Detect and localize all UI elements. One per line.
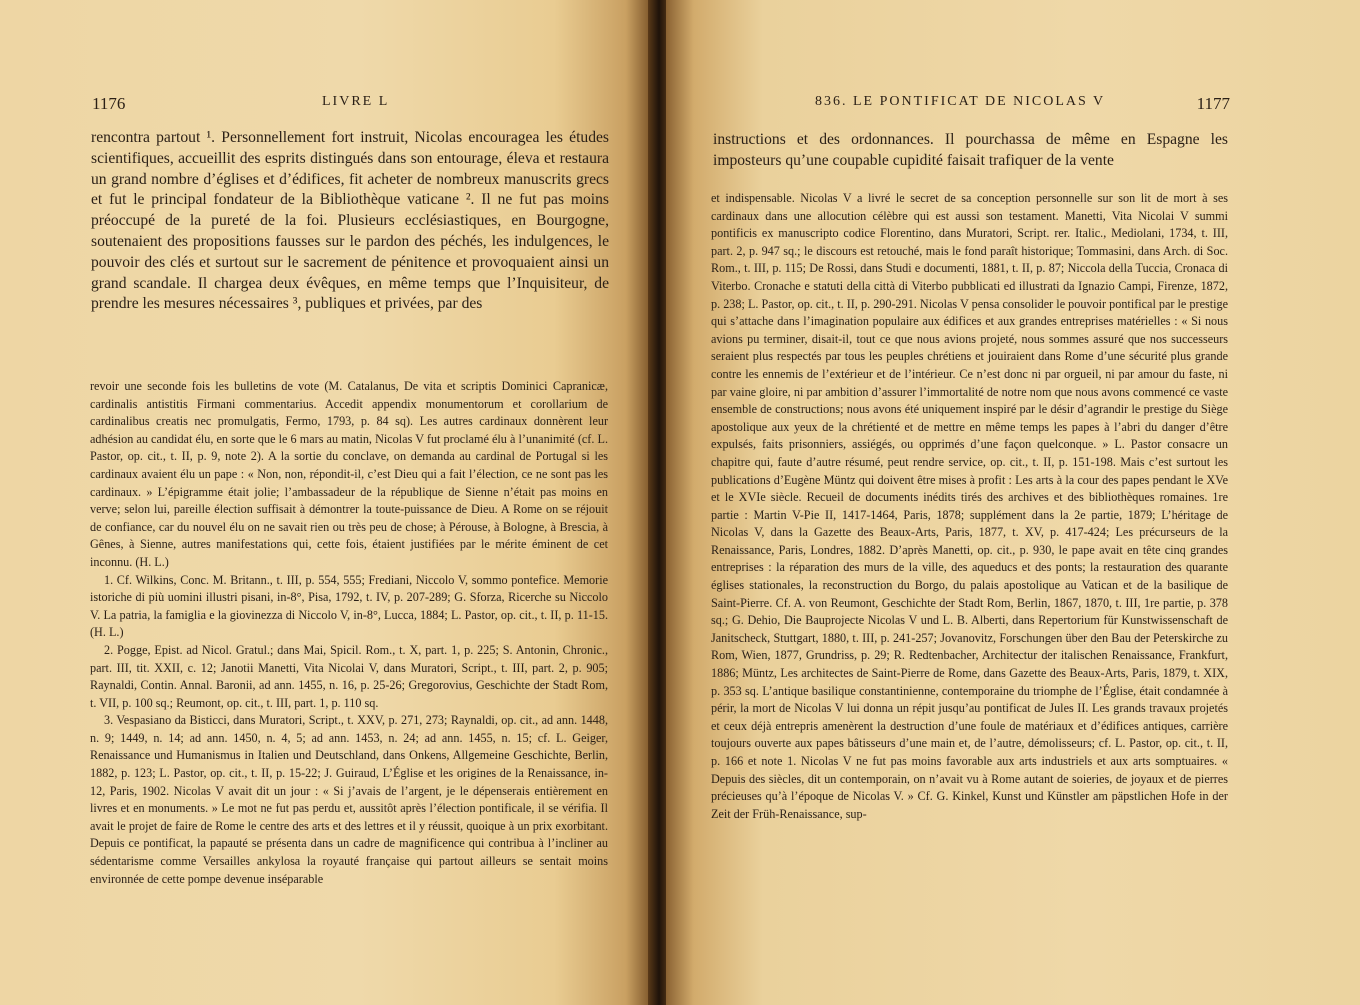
left-body-paragraph: rencontra partout ¹. Personnellement fort instruit, Nicolas encouragea les études scientifiques, accueillit des esprits distingués dans son entourage, éleva et restaura un grand nombre d’églises et d’édifices, fit acheter de nombreux manuscrits grecs et fut le principal fondateur de la Bibliothèque vaticane ². Il ne fut pas moins préoccupé de la pureté de la foi. Plusieurs ecclésiastiques, en Bourgogne, soutenaient des propositions fausses sur le pardon des péchés, les indulgences, le pouvoir des clés et surtout sur le sacrement de pénitence et provoquaient ainsi un grand scandale. Il chargea deux évêques, en même temps que l’Inquisiteur, de prendre les mesures nécessaires ³, publiques et privées, par des xyxy=(91,129,609,313)
left-running-head xyxy=(92,94,607,116)
right-running-title: 836. LE PONTIFICAT DE NICOLAS V xyxy=(815,94,1106,109)
left-page-number: 1176 xyxy=(92,94,126,113)
footnote-3: 3. Vespasiano da Bisticci, dans Muratori, Script., t. XXV, p. 271, 273; Raynaldi, op. cit., ad ann. 1448, n. 9; 1449, n. 14; ad ann. 1450, n. 4, 5; ad ann. 1453, n. 24; ad ann. 1455, n. 15; cf. L. Geiger, Renaissance und Humanismus in Italien und Deutschland, dans Onkens, Allgemeine Geschichte, Berlin, 1882, p. 123; L. Pastor, op. cit., t. II, p. 15-22; J. Guiraud, L’Église et les origines de la Renaissance, in-12, Paris, 1902. Nicolas V avait dit un jour : « Si j’avais de l’argent, je le dépenserais entièrement en livres et en monuments. » Le mot ne fut pas perdu et, aussitôt après l’élection pontificale, il se vérifia. Il avait le projet de faire de Rome le centre des arts et des lettres et il y réussit, quoique à un prix exorbitant. Depuis ce pontificat, la papauté se présenta dans un cadre de magnificence qui contribua à l’incliner au sédentarisme comme Versailles ankylosa la royauté française qui partout ailleurs se sentait moins environnée de cette pompe devenue inséparable xyxy=(90,713,608,886)
left-footnotes xyxy=(90,378,608,888)
right-page-number: 1177 xyxy=(1196,94,1230,113)
footnote-continuation: revoir une seconde fois les bulletins de vote (M. Catalanus, De vita et scriptis Dominici Capranicæ, cardinalis antistitis Firmani commentarius. Accedit appendix monumentorum et corollarium de cardinalibus creatis nec promulgatis, Fermo, 1793, p. 84 sq). Les autres cardinaux donnèrent leur adhésion au candidat élu, en sorte que le 6 mars au matin, Nicolas V fut proclamé élu à l’unanimité (cf. L. Pastor, op. cit., t. II, p. 9, note 2). A la sortie du conclave, on demanda au cardinal de Portugal si les cardinaux avaient élu un pape : « Non, non, répondit-il, c’est Dieu qui a fait l’élection, ce ne sont pas les cardinaux. » L’épigramme était jolie; l’ambassadeur de la république de Sienne n’était pas moins en verve; selon lui, pareille élection suffisait à démontrer la toute-puissance de Dieu. A Rome on se réjouit de confiance, car du nouvel élu on ne savait rien ou très peu de chose; à Pérouse, à Bologne, à Brescia, à Gênes, à Sienne, autres manifestations qui, cette fois, étaient justifiées par le mérite éminent de cet inconnu. (H. L.) xyxy=(90,379,608,569)
footnote-1: 1. Cf. Wilkins, Conc. M. Britann., t. III, p. 554, 555; Frediani, Niccolo V, sommo pontefice. Memorie istoriche di più uomini illustri pisani, in-8°, Pisa, 1792, t. IV, p. 207-289; G. Sforza, Ricerche su Niccolo V. La patria, la famiglia e la giovinezza di Niccolo V, in-8°, Lucca, 1884; L. Pastor, op. cit., t. II, p. 11-15. (H. L.) xyxy=(90,572,608,640)
right-body-text xyxy=(713,130,1228,172)
left-running-title: LIVRE L xyxy=(322,94,390,109)
footnote-2: 2. Pogge, Epist. ad Nicol. Gratul.; dans Mai, Spicil. Rom., t. X, part. 1, p. 225; S. Antonin, Chronic., part. III, tit. XXII, c. 12; Janotii Manetti, Vita Nicolai V, dans Muratori, Script., t. III, part. 2, p. 905; Raynaldi, Contin. Annal. Baronii, ad ann. 1455, n. 16, p. 25-26; Gregorovius, Geschichte der Stadt Rom, t. VII, p. 100 sq.; Reumont, op. cit., t. III, part. 1, p. 110 sq. xyxy=(90,642,608,710)
footnote-3-continuation: et indispensable. Nicolas V a livré le secret de sa conception personnelle sur son lit de mort à ses cardinaux dans une allocution célèbre qui est aussi son testament. Manetti, Vita Nicolai V summi pontificis ex manuscripto codice Florentino, dans Muratori, Script. rer. Italic., Mediolani, 1734, t. III, part. 2, p. 947 sq.; le discours est retouché, mais le fond paraît historique; Tommasini, dans Arch. di Soc. Rom., t. III, p. 115; De Rossi, dans Studi e documenti, 1881, t. II, p. 87; Niccola della Tuccia, Cronaca di Viterbo. Cronache e statuti della città di Viterbo pubblicati ed illustrati da Ignazio Campi, Firenze, 1872, p. 238; L. Pastor, op. cit., t. II, p. 290-291. Nicolas V pensa consolider le pouvoir pontifical par le prestige qui s’attache dans l’imagination populaire aux édifices et aux grandes entreprises matérielles : « Si nous avions pu terminer, disait-il, tout ce que nous avions projeté, nous sommes assuré que nos successeurs seraient plus respectés par tous les peuples chrétiens et jouiraient dans Rome d’une sécurité plus grande contre les ennemis de l’extérieur et de l’intérieur. Ce n’est donc ni par orgueil, ni par amour du faste, ni par vaine gloire, ni par ambition d’assurer l’immortalité de notre nom que nous avons commencé ce vaste ensemble de constructions; nous avons été uniquement inspiré par le désir d’agrandir le prestige du Siège apostolique aux yeux de la chrétienté et de mettre en même temps les papes à l’abri du danger d’être expulsés, faits prisonniers, assiégés, ou opprimés d’une façon quelconque. » L. Pastor consacre un chapitre qui, faute d’autre résumé, peut rendre service, op. cit., t. II, p. 151-198. Mais c’est surtout les publications d’Eugène Müntz qui doivent être mises à profit : Les arts à la cour des papes pendant le XVe et le XVIe siècle. Recueil de documents inédits tirés des archives et des bibliothèques romaines. 1re partie : Martin V-Pie II, 1417-1464, Paris, 1878; supplément dans la 2e partie, 1879; L’héritage de Nicolas V, dans la Gazette des Beaux-Arts, Paris, 1877, t. XV, p. 417-424; Les précurseurs de la Renaissance, Paris, Londres, 1882. D’après Manetti, op. cit., p. 930, le pape avait en tête cinq grandes entreprises : la réparation des murs de la ville, des aqueducs et des ponts; la restauration des quarante églises stationales, la reconstruction du Borgo, du palais apostolique au Vatican et de la basilique de Saint-Pierre. Cf. A. von Reumont, Geschichte der Stadt Rom, Berlin, 1867, 1870, t. III, 1re partie, p. 378 sq.; G. Dehio, Die Bauprojecte Nicolas V und L. B. Alberti, dans Repertorium für Kunstwissenschaft de Janitscheck, Stuttgart, 1880, t. III, p. 241-257; Jovanovitz, Forschungen über den Bau der Peterskirche zu Rom, Wien, 1877, Grundriss, p. 29; R. Redtenbacher, Architectur der italischen Renaissance, Frankfurt, 1886; Müntz, Les architectes de Saint-Pierre de Rome, dans Gazette des Beaux-Arts, Paris, 1879, t. XIX, p. 353 sq. L’antique basilique constantinienne, contemporaine du triomphe de l’Église, était condamnée à périr, la mort de Nicolas V lui donna un répit jusqu’au pontificat de Jules II. Les grands travaux projetés et ceux déjà entrepris amenèrent la destruction d’une foule de matériaux et d’édifices antiques, carrière toujours ouverte aux papes bâtisseurs d’une main et, de l’autre, démolisseurs; cf. L. Pastor, op. cit., t. II, p. 166 et note 1. Nicolas V ne fut pas moins favorable aux arts industriels et aux arts somptuaires. « Depuis des siècles, dit un contemporain, on n’avait vu à Rome autant de soieries, de joyaux et de pierres précieuses qu’à l’époque de Nicolas V. » Cf. G. Kinkel, Kunst und Künstler am päpstlichen Hofe in der Zeit der Früh-Renaissance, sup- xyxy=(711,191,1228,821)
right-body-paragraph: instructions et des ordonnances. Il pourchassa de même en Espagne les imposteurs qu’une coupable cupidité faisait trafiquer de la vente xyxy=(713,131,1228,169)
right-running-head xyxy=(815,94,1230,116)
left-body-text xyxy=(91,128,609,315)
left-page xyxy=(0,0,652,1005)
right-footnotes xyxy=(711,190,1228,823)
